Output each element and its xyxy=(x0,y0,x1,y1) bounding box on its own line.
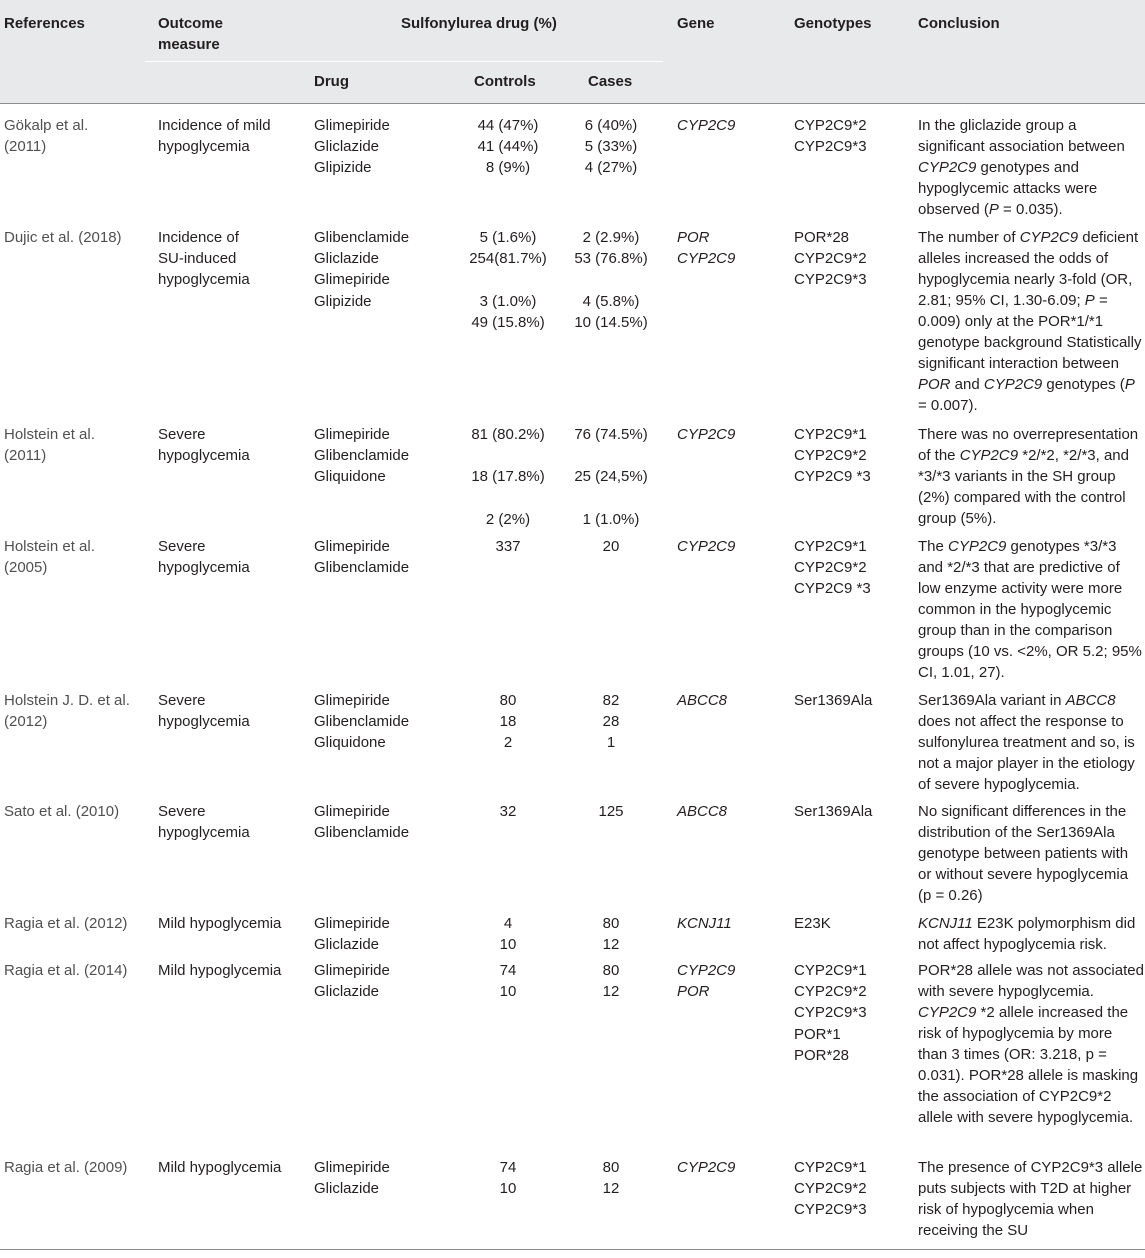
row-controls-value: 74 xyxy=(499,962,517,979)
header-outcome: Outcome xyxy=(158,15,224,32)
row-controls-value: 3 (1.0%) xyxy=(479,292,537,310)
header-outcome: measure xyxy=(158,36,220,53)
row-cases-value: 1 (1.0%) xyxy=(582,510,640,528)
row-gene: POR xyxy=(677,229,710,246)
row-outcome: hypoglycemia xyxy=(158,138,250,156)
header-controls: Controls xyxy=(474,73,536,90)
row-cases-value: 20 xyxy=(602,538,620,555)
row-drug: Glimepiride xyxy=(314,271,390,289)
row-cases-value: 28 xyxy=(602,713,620,731)
row-cases-value: 80 xyxy=(602,915,620,932)
row-conclusion: No significant differences in the distribution of the Ser1369Ala genotype between patients with or without severe hypoglycemia (p = 0.26) xyxy=(918,803,1129,904)
row-drug: Glibenclamide xyxy=(314,713,410,731)
row-cases-value: 80 xyxy=(602,1159,620,1176)
row-reference: Sato et al. (2010) xyxy=(4,803,120,820)
header-drug: Drug xyxy=(314,73,349,90)
header-cases: Cases xyxy=(588,73,633,90)
row-controls-value: 337 xyxy=(495,538,521,555)
header-gene: Gene xyxy=(677,15,715,32)
row-conclusion: Ser1369Ala variant in ABCC8 does not affect the response to sulfonylurea treatment and so, is not a major player in the etiology of severe hypoglycemia. xyxy=(918,692,1135,793)
row-outcome: hypoglycemia xyxy=(158,824,250,842)
row-controls-value: 2 xyxy=(503,734,513,752)
row-outcome: Severe xyxy=(158,803,206,820)
row-conclusion: KCNJ11 E23K polymorphism did not affect hypoglycemia risk. xyxy=(918,915,1136,953)
header-references: References xyxy=(4,15,85,32)
row-drug: Gliclazide xyxy=(314,1180,380,1198)
row-drug: Glimepiride xyxy=(314,692,390,709)
row-conclusion: The number of CYP2C9 deficient alleles increased the odds of hypoglycemia nearly 3-fold (OR, 2.81; 95% CI, 1.30-6.09; P = 0.009) only at the POR*1/*1 genotype background Statistically significant interaction between POR and CYP2C9 genotypes (P = 0.007). xyxy=(918,229,1142,414)
row-genotype: CYP2C9*2 xyxy=(794,250,867,268)
row-controls-value: 10 xyxy=(499,936,517,954)
row-genotype: POR*28 xyxy=(794,1046,850,1064)
row-outcome: Incidence of mild xyxy=(158,117,271,134)
row-genotype: CYP2C9*3 xyxy=(794,1004,867,1022)
row-genotype: CYP2C9 *3 xyxy=(794,580,871,598)
row-gene: CYP2C9 xyxy=(677,1159,736,1176)
row-outcome: hypoglycemia xyxy=(158,271,250,289)
row-controls-value: 32 xyxy=(499,803,517,820)
row-gene: KCNJ11 xyxy=(677,915,732,932)
row-drug: Glimepiride xyxy=(314,538,390,555)
row-conclusion: The presence of CYP2C9*3 allele puts subjects with T2D at higher risk of hypoglycemia when receiving the SU xyxy=(918,1159,1143,1239)
row-controls-value: 41 (44%) xyxy=(477,138,539,156)
row-genotype: POR*1 xyxy=(794,1025,841,1043)
row-reference: (2011) xyxy=(4,138,47,156)
header-genotypes: Genotypes xyxy=(794,15,872,32)
row-reference: Ragia et al. (2012) xyxy=(4,915,128,932)
row-genotype: Ser1369Ala xyxy=(794,692,873,709)
row-gene: ABCC8 xyxy=(677,692,728,709)
row-controls-value: 2 (2%) xyxy=(485,510,531,528)
row-gene: ABCC8 xyxy=(677,803,728,820)
header-bottom-rule xyxy=(0,103,1145,104)
row-outcome: Mild hypoglycemia xyxy=(158,962,282,979)
row-controls-value: 5 (1.6%) xyxy=(479,229,537,246)
row-reference: (2012) xyxy=(4,713,48,731)
header-sulfonylurea: Sulfonylurea drug (%) xyxy=(401,15,557,32)
row-genotype: CYP2C9*3 xyxy=(794,1201,867,1219)
row-drug: Glimepiride xyxy=(314,962,390,979)
row-outcome: SU-induced xyxy=(158,250,237,268)
row-gene: CYP2C9 xyxy=(677,426,736,443)
row-genotype: E23K xyxy=(794,915,831,932)
row-reference: (2011) xyxy=(4,447,47,465)
row-gene: CYP2C9 xyxy=(677,117,736,134)
row-controls-value: 10 xyxy=(499,983,517,1001)
row-reference: Dujic et al. (2018) xyxy=(4,229,122,246)
row-cases-value: 53 (76.8%) xyxy=(574,250,648,268)
row-drug: Glimepiride xyxy=(314,117,390,134)
row-reference: Gökalp et al. xyxy=(4,117,89,134)
table-bottom-rule xyxy=(0,1249,1145,1250)
row-drug: Glimepiride xyxy=(314,803,390,820)
row-cases-value: 12 xyxy=(602,1180,620,1198)
row-cases-value: 125 xyxy=(598,803,624,820)
row-genotype: CYP2C9*3 xyxy=(794,271,867,289)
row-outcome: hypoglycemia xyxy=(158,559,250,577)
header-conclusion: Conclusion xyxy=(918,15,1000,32)
row-conclusion: The CYP2C9 genotypes *3/*3 and *2/*3 that are predictive of low enzyme activity were more common in the hypoglycemic group than in the comparison groups (10 vs. <2%, OR 5.2; 95% CI, 1.01, 27). xyxy=(918,538,1142,681)
row-conclusion: There was no overrepresentation of the CYP2C9 *2/*2, *2/*3, and *3/*3 variants in the SH group (2%) compared with the control group (5%). xyxy=(918,426,1139,527)
row-drug: Gliclazide xyxy=(314,983,380,1001)
row-controls-value: 4 xyxy=(503,915,513,932)
row-genotype: CYP2C9*1 xyxy=(794,426,867,443)
row-outcome: Mild hypoglycemia xyxy=(158,915,282,932)
row-reference: Holstein et al. xyxy=(4,538,95,555)
row-genotype: CYP2C9*1 xyxy=(794,962,867,979)
row-cases-value: 6 (40%) xyxy=(584,117,638,134)
row-drug: Gliclazide xyxy=(314,250,380,268)
row-drug: Glimepiride xyxy=(314,915,390,932)
row-drug: Gliquidone xyxy=(314,734,386,752)
row-controls-value: 80 xyxy=(499,692,517,709)
row-controls-value: 254(81.7%) xyxy=(469,250,547,268)
row-genotype: POR*28 xyxy=(794,229,850,246)
row-reference: Holstein et al. xyxy=(4,426,95,443)
row-genotype: CYP2C9*2 xyxy=(794,1180,867,1198)
row-controls-value: 81 (80.2%) xyxy=(471,426,545,443)
row-drug: Gliquidone xyxy=(314,468,386,486)
row-genotype: CYP2C9*1 xyxy=(794,1159,867,1176)
row-genotype: Ser1369Ala xyxy=(794,803,873,820)
row-controls-value: 18 (17.8%) xyxy=(471,468,545,486)
row-cases-value: 80 xyxy=(602,962,620,979)
row-controls-value: 49 (15.8%) xyxy=(471,313,545,331)
row-cases-value: 2 (2.9%) xyxy=(582,229,640,246)
row-genotype: CYP2C9*2 xyxy=(794,559,867,577)
row-cases-value: 25 (24,5%) xyxy=(574,468,648,486)
row-cases-value: 4 (5.8%) xyxy=(582,292,640,310)
row-reference: (2005) xyxy=(4,559,48,577)
row-outcome: Severe xyxy=(158,692,206,709)
row-outcome: Incidence of xyxy=(158,229,239,246)
row-genotype: CYP2C9*1 xyxy=(794,538,867,555)
sulfonylurea-subheader-rule xyxy=(145,61,663,62)
row-drug: Gliclazide xyxy=(314,138,380,156)
row-cases-value: 12 xyxy=(602,983,620,1001)
row-outcome: Severe xyxy=(158,426,206,443)
row-cases-value: 82 xyxy=(602,692,620,709)
row-genotype: CYP2C9*2 xyxy=(794,983,867,1001)
row-drug: Glibenclamide xyxy=(314,447,410,465)
row-drug: Glipizide xyxy=(314,159,372,177)
row-genotype: CYP2C9 *3 xyxy=(794,468,871,486)
row-conclusion: POR*28 allele was not associated with severe hypoglycemia. CYP2C9 *2 allele increased the risk of hypoglycemia by more than 3 times (OR: 3.218, p = 0.031). POR*28 allele is masking the association of CYP2C9*2 allele with severe hypoglycemia. xyxy=(918,962,1144,1126)
row-reference: Holstein J. D. et al. xyxy=(4,692,130,709)
row-drug: Glibenclamide xyxy=(314,229,410,246)
row-outcome: hypoglycemia xyxy=(158,713,250,731)
row-outcome: Severe xyxy=(158,538,206,555)
row-controls-value: 18 xyxy=(499,713,517,731)
row-gene: CYP2C9 xyxy=(677,538,736,555)
row-controls-value: 8 (9%) xyxy=(485,159,531,177)
row-cases-value: 1 xyxy=(606,734,616,752)
row-gene: POR xyxy=(677,983,710,1001)
row-cases-value: 76 (74.5%) xyxy=(574,426,648,443)
row-reference: Ragia et al. (2014) xyxy=(4,962,128,979)
row-genotype: CYP2C9*3 xyxy=(794,138,867,156)
row-outcome: Mild hypoglycemia xyxy=(158,1159,282,1176)
row-conclusion: In the gliclazide group a significant association between CYP2C9 genotypes and hypoglycemic attacks were observed (P = 0.035). xyxy=(918,117,1125,218)
row-drug: Glipizide xyxy=(314,292,372,310)
row-outcome: hypoglycemia xyxy=(158,447,250,465)
row-controls-value: 10 xyxy=(499,1180,517,1198)
row-drug: Glimepiride xyxy=(314,1159,390,1176)
row-cases-value: 10 (14.5%) xyxy=(574,313,648,331)
row-gene: CYP2C9 xyxy=(677,962,736,979)
row-cases-value: 12 xyxy=(602,936,620,954)
row-drug: Glibenclamide xyxy=(314,824,410,842)
row-drug: Gliclazide xyxy=(314,936,380,954)
row-controls-value: 74 xyxy=(499,1159,517,1176)
row-drug: Glimepiride xyxy=(314,426,390,443)
row-drug: Glibenclamide xyxy=(314,559,410,577)
row-controls-value: 44 (47%) xyxy=(477,117,539,134)
row-cases-value: 5 (33%) xyxy=(584,138,638,156)
row-genotype: CYP2C9*2 xyxy=(794,447,867,465)
row-reference: Ragia et al. (2009) xyxy=(4,1159,128,1176)
row-genotype: CYP2C9*2 xyxy=(794,117,867,134)
row-gene: CYP2C9 xyxy=(677,250,736,268)
row-cases-value: 4 (27%) xyxy=(584,159,638,177)
